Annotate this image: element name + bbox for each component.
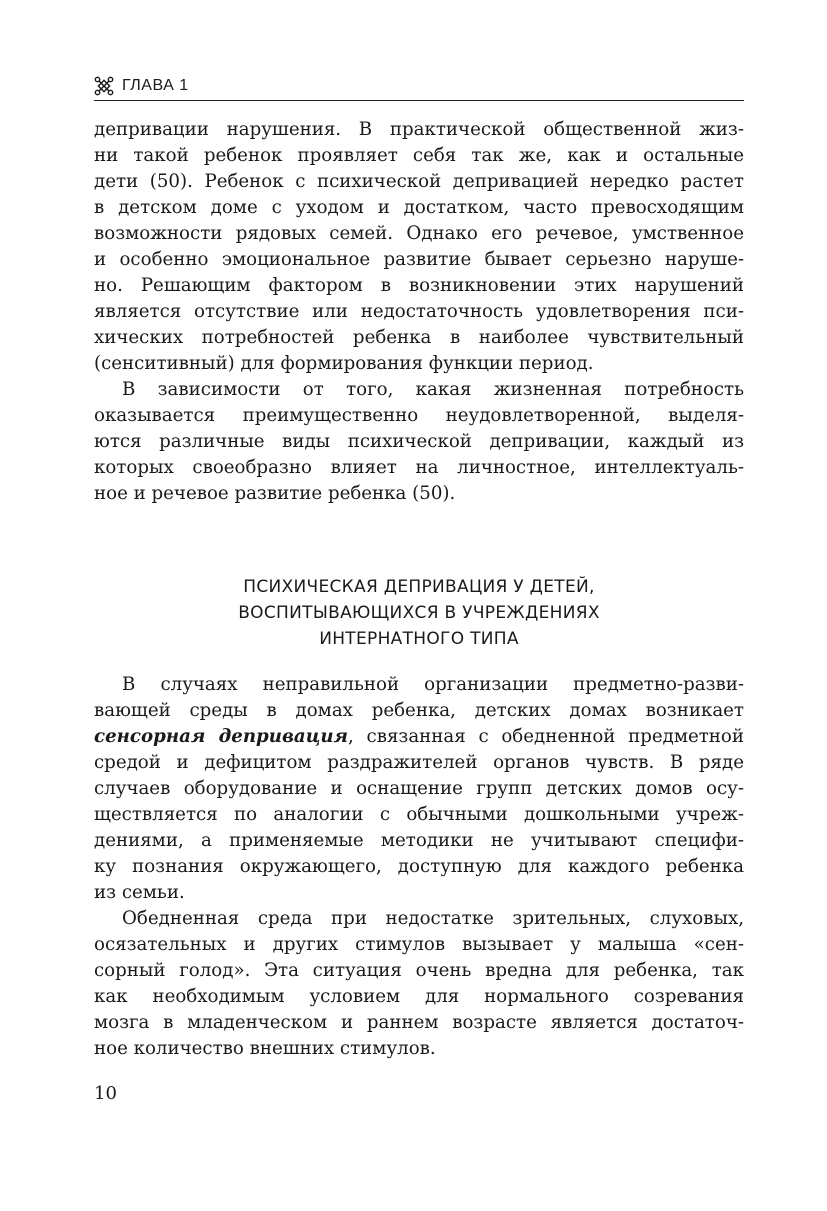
emphasis-term: сенсорная депривация — [94, 726, 349, 747]
text-line: в детском доме с уходом и достатком, часто превосходящим — [94, 197, 744, 218]
text-line: но. Решающим фактором в возникновении этих нарушений — [94, 275, 744, 296]
text-line: ку познания окружающего, доступную для каждого ребенка — [94, 856, 744, 877]
knot-ornament-icon — [94, 76, 114, 96]
text-line: осязательных и других стимулов вызывает у малыша «сен- — [94, 934, 744, 955]
paragraph-2 — [94, 377, 744, 507]
text-fragment: , связанная с обедненной предметной — [348, 726, 744, 747]
text-line: ществляется по аналогии с обычными дошкольными учреж- — [94, 804, 744, 825]
paragraph-4 — [94, 906, 744, 1062]
text-line: является отсутствие или недостаточность удовлетворения пси- — [94, 301, 744, 322]
text-line: возможности рядовых семей. Однако его речевое, умственное — [94, 223, 744, 244]
chapter-label: ГЛАВА 1 — [122, 77, 189, 94]
running-head — [94, 74, 744, 98]
text-line: дети (50). Ребенок с психической депривацией нередко растет — [94, 171, 744, 192]
text-line: ни такой ребенок проявляет себя так же, как и остальные — [94, 145, 744, 166]
heading-line: ВОСПИТЫВАЮЩИХСЯ В УЧРЕЖДЕНИЯХ — [238, 603, 600, 623]
text-line: сорный голод». Эта ситуация очень вредна для ребенка, так — [94, 960, 744, 981]
text-line: (сенситивный) для формирования функции период. — [94, 353, 594, 374]
heading-line: ИНТЕРНАТНОГО ТИПА — [319, 629, 519, 649]
text-line: дениями, а применяемые методики не учитывают специфи- — [94, 830, 744, 851]
heading-line: ПСИХИЧЕСКАЯ ДЕПРИВАЦИЯ У ДЕТЕЙ, — [243, 577, 595, 597]
page-number: 10 — [94, 1083, 117, 1104]
text-line: ное количество внешних стимулов. — [94, 1038, 436, 1059]
text-line-with-emphasis — [94, 724, 744, 750]
text-line: оказывается преимущественно неудовлетворенной, выделя- — [94, 405, 744, 426]
text-line: из семьи. — [94, 882, 185, 903]
text-line: и особенно эмоциональное развитие бывает серьезно наруше- — [94, 249, 744, 270]
text-line: случаев оборудование и оснащение групп детских домов осу- — [94, 778, 744, 799]
text-line: В случаях неправильной организации предметно-разви- — [122, 674, 744, 695]
text-line: ное и речевое развитие ребенка (50). — [94, 483, 456, 504]
text-line: мозга в младенческом и раннем возрасте является достаточ- — [94, 1012, 744, 1033]
text-line: хических потребностей ребенка в наиболее чувствительный — [94, 327, 744, 348]
text-line: средой и дефицитом раздражителей органов чувств. В ряде — [94, 752, 744, 773]
paragraph-1 — [94, 117, 744, 377]
text-line: депривации нарушения. В практической общественной жиз- — [94, 119, 744, 140]
text-line: вающей среды в домах ребенка, детских домах возникает — [94, 700, 744, 721]
section-heading — [94, 574, 744, 652]
header-rule — [94, 100, 744, 101]
text-line: В зависимости от того, какая жизненная потребность — [122, 379, 744, 400]
text-line: как необходимым условием для нормального созревания — [94, 986, 744, 1007]
text-line: которых своеобразно влияет на личностное, интеллектуаль- — [94, 457, 744, 478]
paragraph-3 — [94, 672, 744, 906]
text-line: Обедненная среда при недостатке зрительных, слуховых, — [122, 908, 744, 929]
text-line: ются различные виды психической депривации, каждый из — [94, 431, 744, 452]
